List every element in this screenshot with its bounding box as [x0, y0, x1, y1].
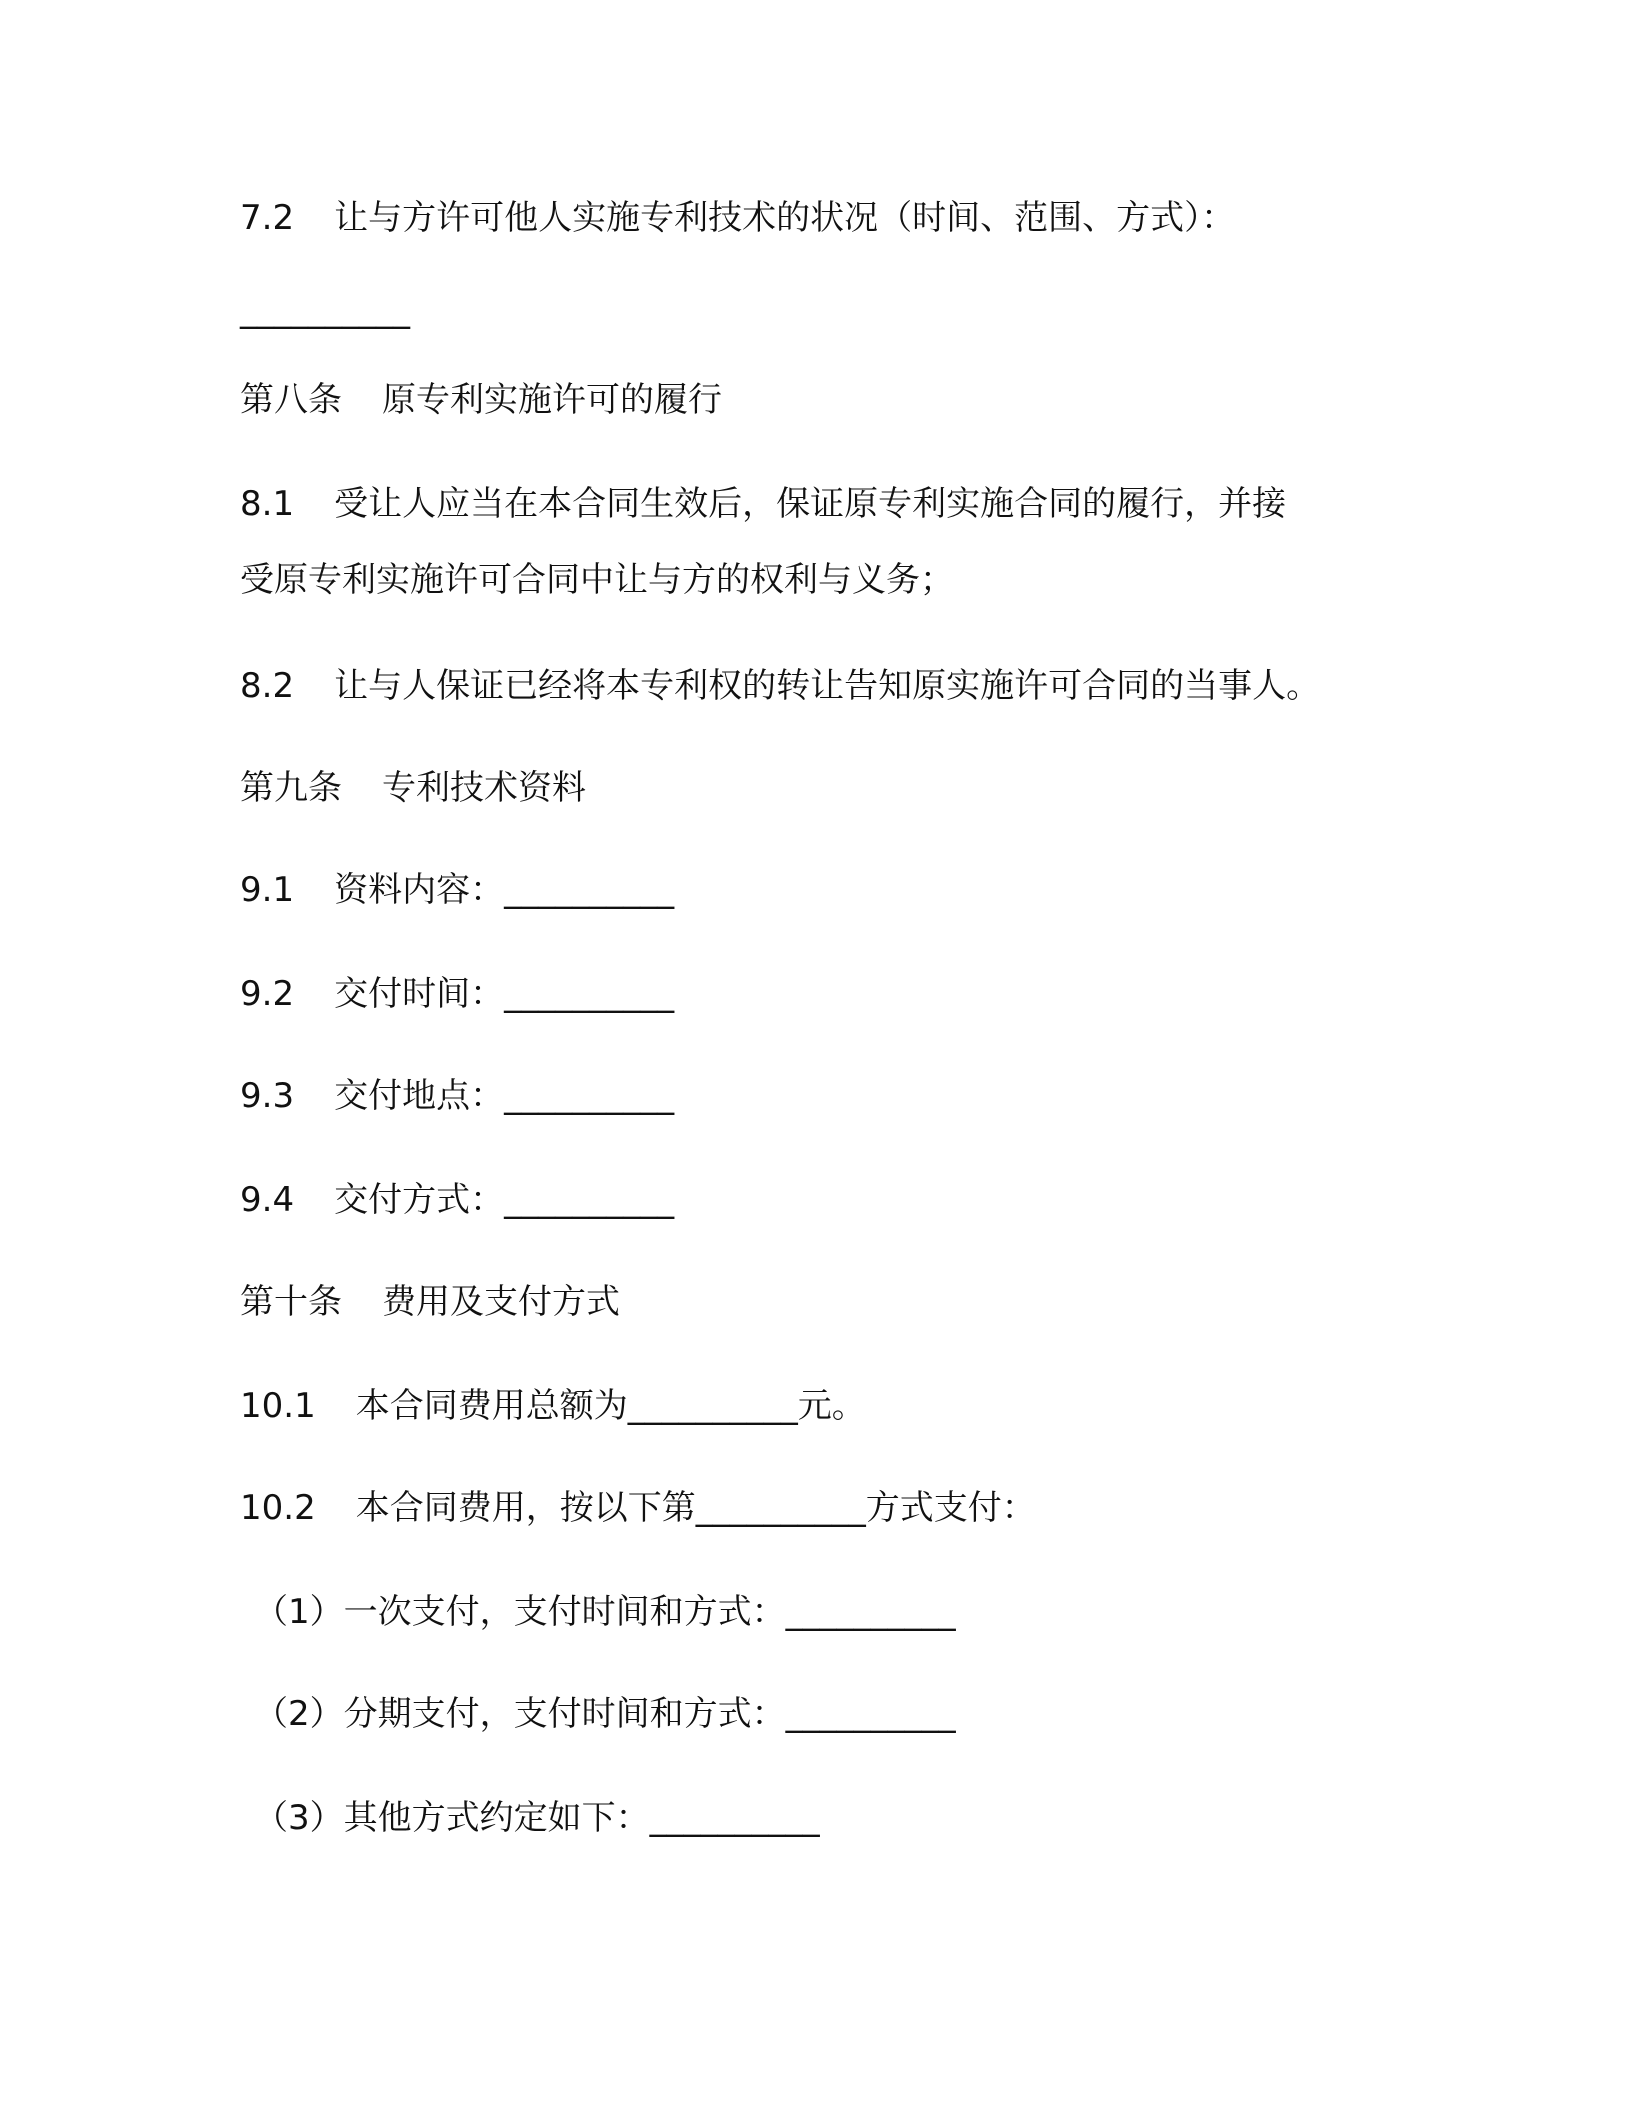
- clause-9-1: [240, 868, 674, 912]
- article-number: 第八条: [240, 380, 342, 420]
- clause-number: 8.1: [240, 484, 295, 524]
- article-10-heading: [240, 1280, 620, 1324]
- clause-number: 9.4: [240, 1180, 295, 1220]
- clause-9-4: [240, 1178, 674, 1222]
- clause-number: 9.1: [240, 870, 295, 910]
- clause-text: 本合同费用，按以下第__________方式支付：: [355, 1488, 1036, 1528]
- payment-option-1: （1）一次支付，支付时间和方式：__________: [254, 1592, 956, 1632]
- article-title: 原专利实施许可的履行: [382, 380, 722, 420]
- clause-7-2: [240, 196, 1235, 240]
- clause-number: 10.1: [240, 1386, 316, 1426]
- clause-9-3: [240, 1074, 674, 1118]
- payment-option-3: （3）其他方式约定如下：__________: [254, 1798, 820, 1838]
- article-title: 费用及支付方式: [382, 1282, 620, 1322]
- article-number: 第十条: [240, 1282, 342, 1322]
- clause-9-2: [240, 972, 674, 1016]
- clause-text: 交付时间：__________: [334, 974, 675, 1014]
- clause-text: 资料内容：__________: [334, 870, 675, 910]
- clause-number: 9.2: [240, 974, 295, 1014]
- clause-text: 让与方许可他人实施专利技术的状况（时间、范围、方式）：: [334, 198, 1236, 238]
- clause-text: 交付地点：__________: [334, 1076, 675, 1116]
- article-8-heading: [240, 378, 722, 422]
- clause-number: 7.2: [240, 198, 295, 238]
- clause-number: 10.2: [240, 1488, 316, 1528]
- article-title: 专利技术资料: [382, 768, 586, 808]
- clause-number: 8.2: [240, 666, 295, 706]
- clause-8-1-continuation: 受原专利实施许可合同中让与方的权利与义务；: [240, 560, 954, 600]
- article-number: 第九条: [240, 768, 342, 808]
- clause-10-1: [240, 1384, 866, 1428]
- clause-8-2: [240, 664, 1320, 708]
- clause-10-2: [240, 1486, 1036, 1530]
- clause-text: 本合同费用总额为__________元。: [355, 1386, 866, 1426]
- clause-number: 9.3: [240, 1076, 295, 1116]
- clause-7-2-blank: __________: [240, 290, 410, 330]
- clause-8-1: [240, 482, 1286, 526]
- payment-option-2: （2）分期支付，支付时间和方式：__________: [254, 1694, 956, 1734]
- article-9-heading: [240, 766, 586, 810]
- clause-text: 交付方式：__________: [334, 1180, 675, 1220]
- clause-text: 受让人应当在本合同生效后，保证原专利实施合同的履行，并接: [334, 484, 1287, 524]
- clause-text: 让与人保证已经将本专利权的转让告知原实施许可合同的当事人。: [334, 666, 1321, 706]
